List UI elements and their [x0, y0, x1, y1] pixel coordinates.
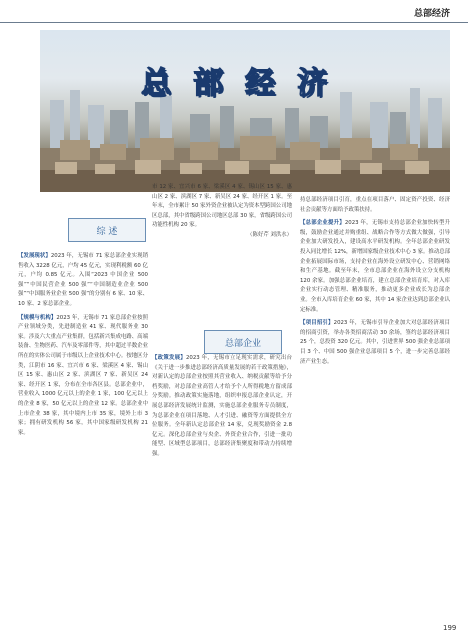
- page-number: 199: [443, 624, 457, 632]
- tag-development-status: 【发展现状】: [18, 253, 51, 259]
- column-2-bottom: [152, 354, 292, 622]
- tag-project-attraction: 【项目招引】: [300, 320, 334, 327]
- column-1: [18, 252, 148, 622]
- banner-title: 总部经济: [141, 66, 349, 101]
- text-col2-continued: 市 12 家、宜兴市 6 家、梁溪区 4 家、锡山区 15 家、惠山区 2 家、滨湖区 7 家、新吴区 24 家、经开区 1 家。至年末，全市累计 50 家外资企业被认定为资本型跨国公司地区总部，其中省级跨国公司地区总部 30 家，省级跨国公司功能性机构 20 家。: [152, 184, 292, 229]
- section-heading-overview: 综 述: [68, 218, 146, 242]
- column-2-top: [152, 183, 292, 281]
- text-col3-continued: 持总部经济项目引育，重点在项目落户、固定资产投资、经济社会贡献等方面给予政策扶持。: [300, 197, 450, 213]
- text-policy: 2023 年，无锡市立足现实需求，研究出台《关于进一步推进总部经济高质量发展的若干政策措施》，对新认定的总部企业按照其营业收入、纳税贡献等给予分档奖励，对总部企业高管人才给予个人所得税地方留成部分奖励。推动政策实施落地，组织申报总部企业认定，开展总部经济发展统计监测，实施总部企业服务专员制度，为总部企业在项目落地、人才引进、融资等方面提供全方位服务。全年新认定总部企业 14 家，兑现奖励资金 2.8 亿元。深化总部企业与央企、外资企业合作，引进一批功能型、区域型总部项目，总部经济集聚度和带动力持续增强。: [152, 355, 292, 457]
- paragraph-scale-institutions: [18, 314, 148, 439]
- section-heading-enterprises: 总部企业: [204, 330, 282, 354]
- page-header: [0, 0, 468, 23]
- header-title: 总部经济: [413, 9, 450, 19]
- paragraph-development-status: [18, 252, 148, 310]
- banner-image: [40, 30, 450, 192]
- tag-scale-institutions: 【规模与机构】: [18, 314, 57, 321]
- text-development-status: 2023 年，无锡市 71 家总部企业实现销售收入 3228 亿元，户均 45 亿元，实现利税额 60 亿元，户均 0.85 亿元。入围“2023 中国企业 500 强”“中国民营企业 500 强”“中国制造业企业 500 强”“中国服务业企业 500 强”的分别有 6 家、10 家、10 家、2 家总部企业。: [18, 253, 148, 307]
- paragraph-policy: [152, 354, 292, 460]
- city-skyline-illustration: [40, 30, 450, 192]
- paragraph-project-attraction: [300, 319, 450, 367]
- text-project-attraction: 2023 年，无锡市引导企业加大对总部经济项目的招商引资，举办各类招商活动 30 余场，签约总部经济项目 25 个，总投资 320 亿元。其中，引进世界 500 强企业总部项目 3 个、中国 500 强企业总部项目 5 个，进一步完善总部经济产业生态。: [300, 320, 450, 365]
- tag-policy: 【政策发展】: [152, 355, 186, 361]
- tag-enterprise-upgrade: 【总部企业提升】: [300, 220, 345, 227]
- column-3: [300, 196, 450, 622]
- paragraph-enterprise-upgrade: [300, 219, 450, 315]
- text-scale-institutions: 2023 年，无锡市 71 家总部企业按照产业领域分类，先进制造业 41 家、现代服务业 30 家。涉及六大重点产业集群，包括新兴集成电路、高端装备、生物医药、汽车及零部件等，其中超过半数企业所在的实体公司属于市级以上企业技术中心。按地区分类，江阴市 16 家、宜兴市 6 家、梁溪区 4 家、锡山区 15 家、惠山区 2 家、滨湖区 7 家、新吴区 24 家、经开区 1 家，分布在全市各区县。总部企业中，营业收入 1000 亿元以上的企业 1 家，100 亿元以上的企业 8 家，50 亿元以上的企业 12 家。总部企业中上市企业 38 家，其中境内上市 35 家，境外上市 3 家；拥有研发机构 56 家，其中国家级研发机构 21 家。: [18, 314, 148, 436]
- author-signature: （陈好芹 刘洪水）: [247, 231, 292, 238]
- text-enterprise-upgrade: 2023 年，无锡市支持总部企业加快转型升级，鼓励企业通过并购重组、战略合作等方式做大做强，引导企业加大研发投入，建设高水平研发机构。全年总部企业研发投入同比增长 12%，新增国家级企业技术中心 3 家。推动总部企业拓展国际市场，支持企业在海外设立研发中心、营销网络和生产基地。截至年末，全市总部企业在海外设立分支机构 120 余家。加强总部企业培育，建立总部企业培育库，对入库企业实行动态管理、精准服务，推动更多企业成长为总部企业。全市入库培育企业 60 家，其中 14 家企业达到总部企业认定标准。: [300, 220, 450, 313]
